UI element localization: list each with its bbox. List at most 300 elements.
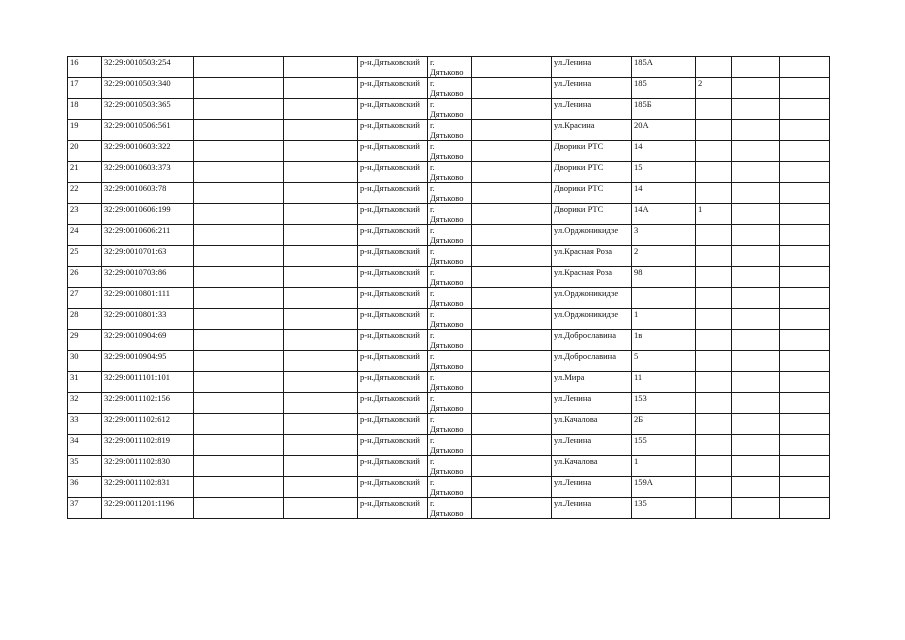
cadastral-number: 32:29:0011201:1196 [102,498,194,519]
district: р-н.Дятьковский [358,99,428,120]
row-number: 35 [68,456,102,477]
empty-cell [472,267,552,288]
street: Дворики РТС [552,162,632,183]
district: р-н.Дятьковский [358,162,428,183]
table-row [68,99,830,120]
empty-cell [472,246,552,267]
street: ул.Ленина [552,498,632,519]
city [428,162,472,183]
district: р-н.Дятьковский [358,498,428,519]
city-prefix: г. [430,309,435,319]
cadastral-number: 32:29:0010606:199 [102,204,194,225]
empty-cell [284,456,358,477]
row-number: 34 [68,435,102,456]
empty-cell [472,288,552,309]
empty-cell [780,78,830,99]
empty-cell [732,267,780,288]
city-name: Дятьково [430,151,464,161]
street: ул.Орджоникидзе [552,309,632,330]
empty-cell [732,246,780,267]
city-prefix: г. [430,120,435,130]
empty-cell [472,351,552,372]
city [428,330,472,351]
table-row [68,414,830,435]
house-number: 185 [632,78,696,99]
building-number: 2 [696,78,732,99]
empty-cell [732,372,780,393]
cadastral-number: 32:29:0010506:561 [102,120,194,141]
empty-cell [284,99,358,120]
cadastral-number: 32:29:0010904:95 [102,351,194,372]
table-row [68,330,830,351]
empty-cell [194,267,284,288]
street: ул.Орджоникидзе [552,288,632,309]
empty-cell [780,309,830,330]
house-number: 153 [632,393,696,414]
city-prefix: г. [430,141,435,151]
empty-cell [194,120,284,141]
street: ул.Красина [552,120,632,141]
table-row [68,456,830,477]
empty-cell [732,393,780,414]
table-row [68,120,830,141]
city [428,204,472,225]
cadastral-number: 32:29:0010503:340 [102,78,194,99]
house-number: 14А [632,204,696,225]
city [428,99,472,120]
empty-cell [284,246,358,267]
empty-cell [780,141,830,162]
district: р-н.Дятьковский [358,78,428,99]
empty-cell [780,414,830,435]
table-row [68,393,830,414]
empty-cell [472,414,552,435]
building-number [696,414,732,435]
house-number: 1в [632,330,696,351]
city-name: Дятьково [430,277,464,287]
city-prefix: г. [430,99,435,109]
empty-cell [780,246,830,267]
empty-cell [194,351,284,372]
empty-cell [732,477,780,498]
empty-cell [194,99,284,120]
empty-cell [780,288,830,309]
city-name: Дятьково [430,403,464,413]
city [428,435,472,456]
city-name: Дятьково [430,382,464,392]
cadastral-number: 32:29:0011102:830 [102,456,194,477]
empty-cell [194,78,284,99]
city-prefix: г. [430,435,435,445]
city-name: Дятьково [430,466,464,476]
house-number: 5 [632,351,696,372]
row-number: 19 [68,120,102,141]
building-number [696,435,732,456]
building-number [696,288,732,309]
city-name: Дятьково [430,361,464,371]
empty-cell [472,204,552,225]
street: ул.Ленина [552,99,632,120]
house-number: 15 [632,162,696,183]
empty-cell [780,162,830,183]
cadastral-number: 32:29:0010801:33 [102,309,194,330]
empty-cell [284,162,358,183]
street: ул.Ленина [552,57,632,78]
house-number: 2Б [632,414,696,435]
empty-cell [732,414,780,435]
district: р-н.Дятьковский [358,57,428,78]
empty-cell [472,225,552,246]
house-number: 159А [632,477,696,498]
table-row [68,78,830,99]
cadastral-number: 32:29:0010606:211 [102,225,194,246]
row-number: 27 [68,288,102,309]
street: ул.Ленина [552,78,632,99]
empty-cell [284,267,358,288]
empty-cell [732,288,780,309]
city-name: Дятьково [430,130,464,140]
district: р-н.Дятьковский [358,141,428,162]
empty-cell [780,456,830,477]
empty-cell [194,414,284,435]
empty-cell [194,57,284,78]
empty-cell [472,120,552,141]
district: р-н.Дятьковский [358,477,428,498]
empty-cell [194,288,284,309]
building-number [696,372,732,393]
building-number: 1 [696,204,732,225]
empty-cell [284,309,358,330]
empty-cell [780,183,830,204]
cadastral-number: 32:29:0011102:831 [102,477,194,498]
city-prefix: г. [430,288,435,298]
empty-cell [194,225,284,246]
city [428,120,472,141]
district: р-н.Дятьковский [358,225,428,246]
empty-cell [472,498,552,519]
street: Дворики РТС [552,183,632,204]
street: ул.Качалова [552,414,632,435]
district: р-н.Дятьковский [358,393,428,414]
district: р-н.Дятьковский [358,351,428,372]
empty-cell [780,120,830,141]
row-number: 17 [68,78,102,99]
table-row [68,141,830,162]
district: р-н.Дятьковский [358,435,428,456]
row-number: 32 [68,393,102,414]
city-name: Дятьково [430,67,464,77]
cadastral-number: 32:29:0010503:254 [102,57,194,78]
city-prefix: г. [430,498,435,508]
row-number: 25 [68,246,102,267]
empty-cell [732,57,780,78]
city-name: Дятьково [430,340,464,350]
city-prefix: г. [430,393,435,403]
house-number [632,288,696,309]
table-body [68,57,830,519]
city-prefix: г. [430,330,435,340]
empty-cell [732,498,780,519]
table-row [68,225,830,246]
city-name: Дятьково [430,193,464,203]
empty-cell [284,372,358,393]
street: ул.Ленина [552,477,632,498]
empty-cell [732,99,780,120]
house-number: 11 [632,372,696,393]
row-number: 33 [68,414,102,435]
empty-cell [780,57,830,78]
district: р-н.Дятьковский [358,330,428,351]
empty-cell [780,435,830,456]
city-name: Дятьково [430,445,464,455]
empty-cell [780,267,830,288]
registry-table [67,56,830,519]
empty-cell [780,204,830,225]
empty-cell [284,435,358,456]
cadastral-number: 32:29:0010801:111 [102,288,194,309]
empty-cell [194,435,284,456]
building-number [696,351,732,372]
street: ул.Ленина [552,435,632,456]
empty-cell [732,141,780,162]
city-prefix: г. [430,57,435,67]
empty-cell [194,309,284,330]
district: р-н.Дятьковский [358,183,428,204]
city-name: Дятьково [430,214,464,224]
row-number: 28 [68,309,102,330]
row-number: 37 [68,498,102,519]
district: р-н.Дятьковский [358,120,428,141]
city-prefix: г. [430,477,435,487]
house-number: 14 [632,183,696,204]
row-number: 30 [68,351,102,372]
city [428,246,472,267]
house-number: 14 [632,141,696,162]
district: р-н.Дятьковский [358,267,428,288]
empty-cell [472,309,552,330]
empty-cell [194,456,284,477]
empty-cell [284,141,358,162]
empty-cell [284,204,358,225]
city [428,183,472,204]
empty-cell [780,498,830,519]
building-number [696,57,732,78]
row-number: 20 [68,141,102,162]
building-number [696,330,732,351]
empty-cell [472,330,552,351]
table-row [68,477,830,498]
empty-cell [780,225,830,246]
street: ул.Красная Роза [552,246,632,267]
empty-cell [194,162,284,183]
empty-cell [472,183,552,204]
city [428,372,472,393]
city [428,309,472,330]
city [428,78,472,99]
empty-cell [472,456,552,477]
building-number [696,162,732,183]
street: ул.Качалова [552,456,632,477]
street: ул.Красная Роза [552,267,632,288]
empty-cell [472,162,552,183]
row-number: 23 [68,204,102,225]
row-number: 21 [68,162,102,183]
empty-cell [284,477,358,498]
empty-cell [284,78,358,99]
city-prefix: г. [430,183,435,193]
house-number: 20А [632,120,696,141]
empty-cell [284,351,358,372]
city [428,414,472,435]
district: р-н.Дятьковский [358,288,428,309]
city [428,351,472,372]
empty-cell [194,498,284,519]
building-number [696,309,732,330]
empty-cell [472,99,552,120]
street: ул.Ленина [552,393,632,414]
empty-cell [732,435,780,456]
row-number: 36 [68,477,102,498]
city-prefix: г. [430,204,435,214]
table-row [68,162,830,183]
city [428,267,472,288]
empty-cell [284,393,358,414]
empty-cell [194,477,284,498]
house-number: 1 [632,309,696,330]
empty-cell [194,141,284,162]
row-number: 26 [68,267,102,288]
building-number [696,120,732,141]
empty-cell [732,120,780,141]
street: ул.Доброславина [552,330,632,351]
empty-cell [284,225,358,246]
cadastral-number: 32:29:0010904:69 [102,330,194,351]
row-number: 22 [68,183,102,204]
cadastral-number: 32:29:0010703:86 [102,267,194,288]
empty-cell [194,393,284,414]
empty-cell [732,204,780,225]
building-number [696,498,732,519]
cadastral-number: 32:29:0011101:101 [102,372,194,393]
table-row [68,204,830,225]
house-number: 135 [632,498,696,519]
empty-cell [780,393,830,414]
cadastral-number: 32:29:0011102:612 [102,414,194,435]
empty-cell [732,309,780,330]
cadastral-number: 32:29:0011102:156 [102,393,194,414]
empty-cell [194,372,284,393]
row-number: 16 [68,57,102,78]
house-number: 155 [632,435,696,456]
city [428,288,472,309]
row-number: 29 [68,330,102,351]
city-name: Дятьково [430,508,464,518]
empty-cell [780,330,830,351]
empty-cell [472,78,552,99]
cadastral-number: 32:29:0010503:365 [102,99,194,120]
city-prefix: г. [430,78,435,88]
city-prefix: г. [430,162,435,172]
city-name: Дятьково [430,487,464,497]
city-name: Дятьково [430,298,464,308]
house-number: 185А [632,57,696,78]
cadastral-number: 32:29:0010701:63 [102,246,194,267]
house-number: 2 [632,246,696,267]
city [428,498,472,519]
city [428,57,472,78]
street: Дворики РТС [552,204,632,225]
empty-cell [194,183,284,204]
cadastral-number: 32:29:0010603:373 [102,162,194,183]
building-number [696,477,732,498]
table-row [68,435,830,456]
table-row [68,351,830,372]
city [428,477,472,498]
district: р-н.Дятьковский [358,246,428,267]
empty-cell [732,183,780,204]
building-number [696,393,732,414]
district: р-н.Дятьковский [358,372,428,393]
empty-cell [732,162,780,183]
city-prefix: г. [430,225,435,235]
cadastral-number: 32:29:0011102:819 [102,435,194,456]
cadastral-number: 32:29:0010603:78 [102,183,194,204]
table-row [68,309,830,330]
empty-cell [780,477,830,498]
table-row [68,183,830,204]
table-row [68,498,830,519]
empty-cell [284,57,358,78]
street: ул.Орджоникидзе [552,225,632,246]
row-number: 31 [68,372,102,393]
empty-cell [194,204,284,225]
city-name: Дятьково [430,172,464,182]
street: ул.Доброславина [552,351,632,372]
city-prefix: г. [430,372,435,382]
empty-cell [284,183,358,204]
city-name: Дятьково [430,235,464,245]
table-row [68,246,830,267]
row-number: 24 [68,225,102,246]
house-number: 1 [632,456,696,477]
city-name: Дятьково [430,256,464,266]
city-name: Дятьково [430,319,464,329]
building-number [696,456,732,477]
empty-cell [472,57,552,78]
empty-cell [284,330,358,351]
empty-cell [732,351,780,372]
empty-cell [194,246,284,267]
row-number: 18 [68,99,102,120]
cadastral-number: 32:29:0010603:322 [102,141,194,162]
empty-cell [284,120,358,141]
building-number [696,141,732,162]
building-number [696,225,732,246]
district: р-н.Дятьковский [358,456,428,477]
empty-cell [780,99,830,120]
table-row [68,57,830,78]
table-row [68,372,830,393]
city-prefix: г. [430,456,435,466]
building-number [696,246,732,267]
city-prefix: г. [430,246,435,256]
empty-cell [732,78,780,99]
empty-cell [284,288,358,309]
city-name: Дятьково [430,88,464,98]
city [428,225,472,246]
city [428,456,472,477]
house-number: 3 [632,225,696,246]
